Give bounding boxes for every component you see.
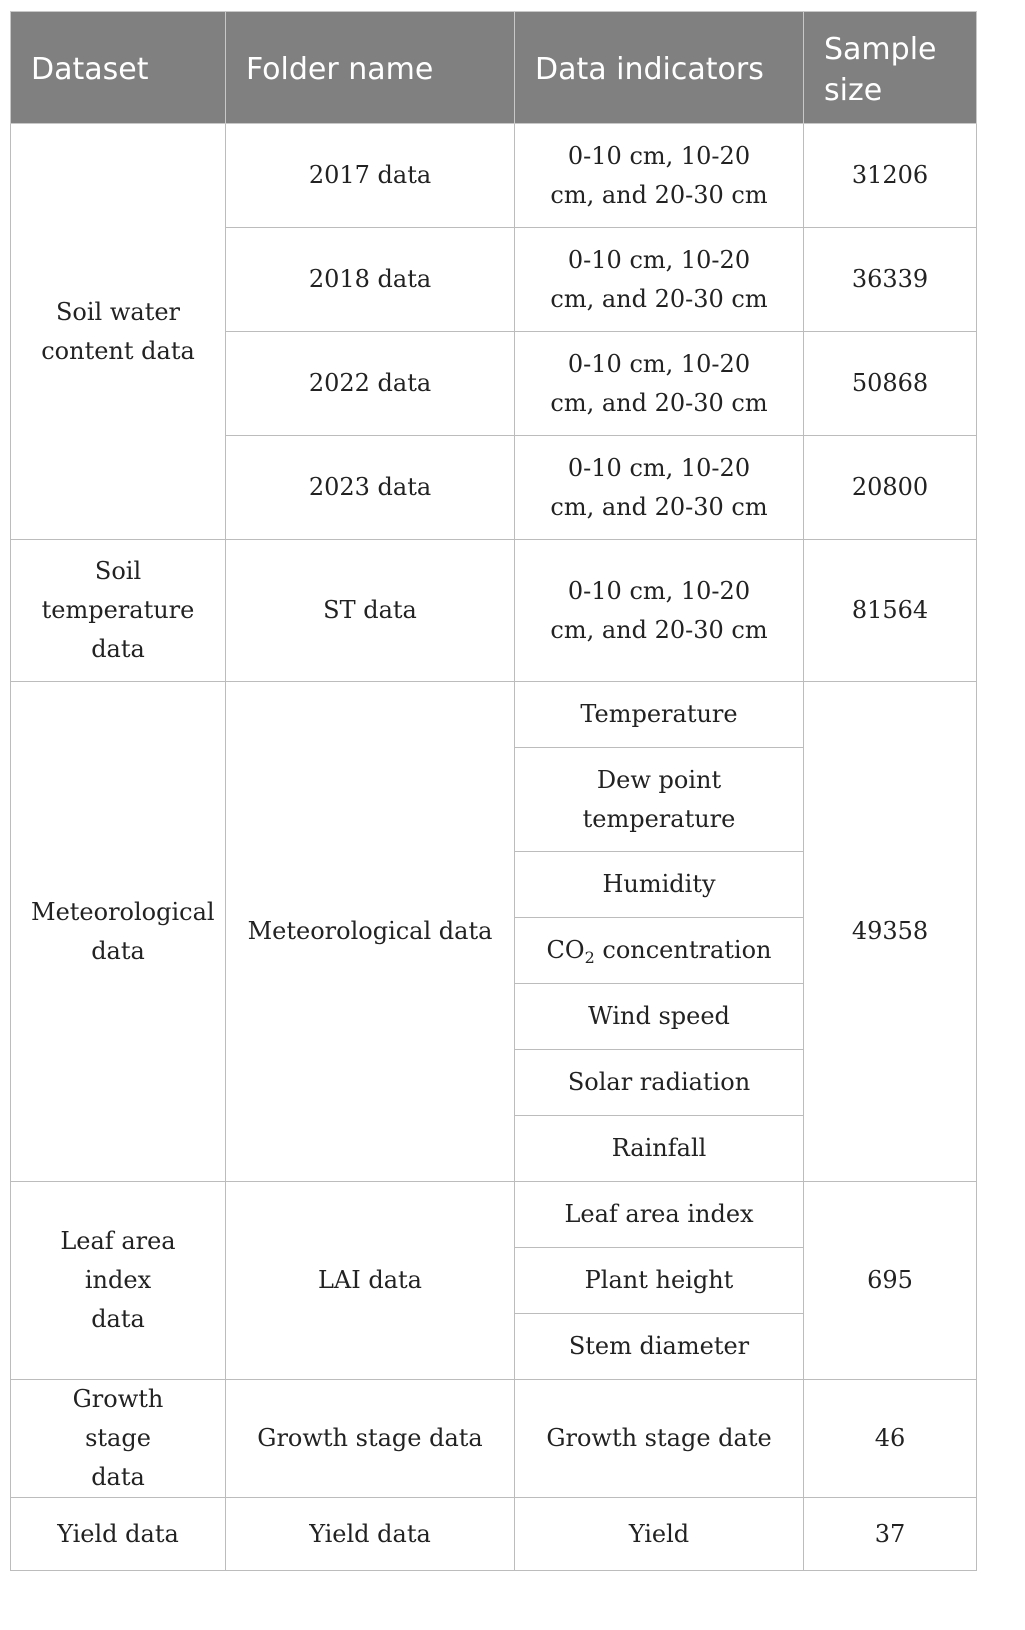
- co2-prefix: CO: [546, 936, 585, 964]
- folder-cell: Yield data: [226, 1498, 515, 1571]
- indicator-cell: Stem diameter: [515, 1314, 804, 1380]
- co2-subscript: 2: [584, 948, 595, 967]
- indicator-cell: Rainfall: [515, 1116, 804, 1182]
- header-data-indicators: Data indicators: [515, 12, 804, 124]
- sample-size-cell: 20800: [804, 436, 977, 540]
- dataset-table: [10, 11, 977, 1571]
- co2-suffix: concentration: [594, 936, 772, 964]
- table-row: [11, 1380, 977, 1498]
- header-sample-size: Sample size: [804, 12, 977, 124]
- indicator-cell: Dew point temperature: [515, 748, 804, 852]
- indicator-cell: Humidity: [515, 852, 804, 918]
- folder-cell: LAI data: [226, 1182, 515, 1380]
- header-row: [11, 12, 977, 124]
- indicator-cell: 0-10 cm, 10-20 cm, and 20-30 cm: [515, 540, 804, 682]
- indicator-cell: 0-10 cm, 10-20 cm, and 20-30 cm: [515, 436, 804, 540]
- indicator-cell: Plant height: [515, 1248, 804, 1314]
- sample-size-cell: 695: [804, 1182, 977, 1380]
- table-row: [11, 682, 977, 748]
- indicator-cell: Temperature: [515, 682, 804, 748]
- sample-size-cell: 36339: [804, 228, 977, 332]
- folder-cell: Growth stage data: [226, 1380, 515, 1498]
- dataset-cell: Yield data: [11, 1498, 226, 1571]
- dataset-cell: Meteorological data: [11, 682, 226, 1182]
- indicator-cell: Wind speed: [515, 984, 804, 1050]
- indicator-cell: 0-10 cm, 10-20 cm, and 20-30 cm: [515, 332, 804, 436]
- table-row: [11, 124, 977, 228]
- table-row: [11, 1498, 977, 1571]
- sample-size-cell: 31206: [804, 124, 977, 228]
- folder-cell: 2018 data: [226, 228, 515, 332]
- sample-size-cell: 49358: [804, 682, 977, 1182]
- indicator-cell: 0-10 cm, 10-20 cm, and 20-30 cm: [515, 124, 804, 228]
- indicator-cell: Leaf area index: [515, 1182, 804, 1248]
- folder-cell: 2023 data: [226, 436, 515, 540]
- sample-size-cell: 46: [804, 1380, 977, 1498]
- indicator-cell: Solar radiation: [515, 1050, 804, 1116]
- header-dataset: Dataset: [11, 12, 226, 124]
- folder-cell: 2017 data: [226, 124, 515, 228]
- dataset-cell: Growth stage data: [11, 1380, 226, 1498]
- folder-cell: 2022 data: [226, 332, 515, 436]
- table-row: [11, 540, 977, 682]
- indicator-cell: Yield: [515, 1498, 804, 1571]
- folder-cell: Meteorological data: [226, 682, 515, 1182]
- indicator-cell: [515, 918, 804, 984]
- dataset-cell: Leaf area index data: [11, 1182, 226, 1380]
- sample-size-cell: 37: [804, 1498, 977, 1571]
- indicator-cell: Growth stage date: [515, 1380, 804, 1498]
- table-row: [11, 1182, 977, 1248]
- dataset-cell: Soil temperature data: [11, 540, 226, 682]
- indicator-cell: 0-10 cm, 10-20 cm, and 20-30 cm: [515, 228, 804, 332]
- sample-size-cell: 50868: [804, 332, 977, 436]
- sample-size-cell: 81564: [804, 540, 977, 682]
- folder-cell: ST data: [226, 540, 515, 682]
- header-folder-name: Folder name: [226, 12, 515, 124]
- dataset-cell: Soil water content data: [11, 124, 226, 540]
